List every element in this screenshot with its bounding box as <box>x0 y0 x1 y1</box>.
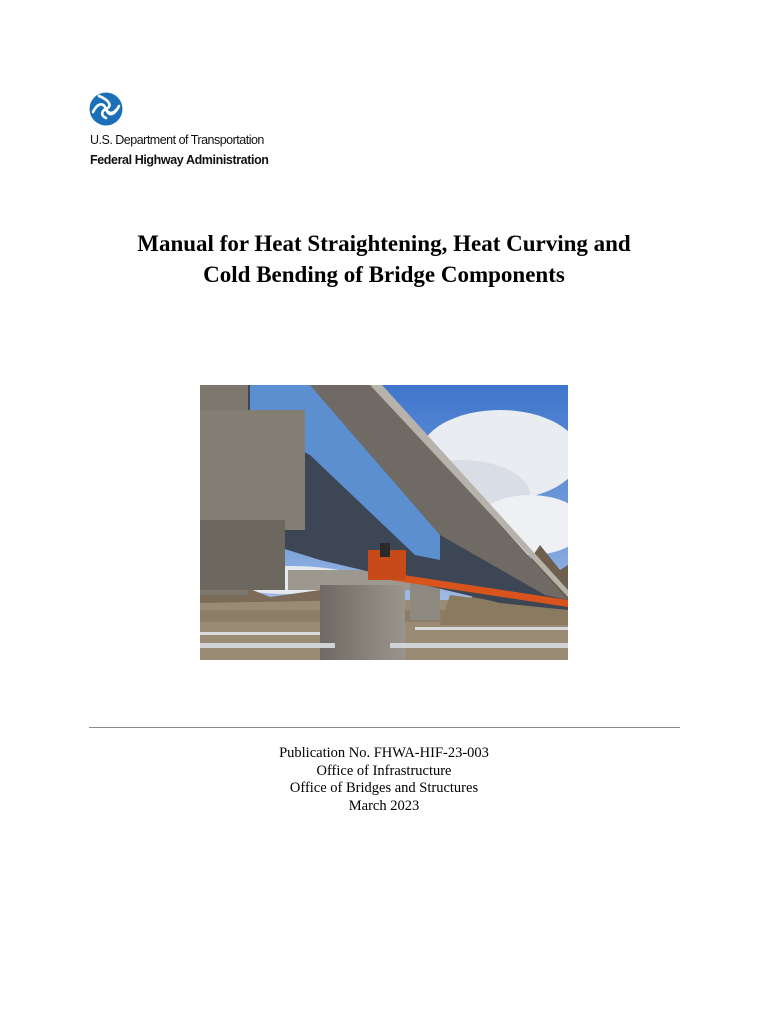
publication-info <box>0 745 768 815</box>
office-name: Office of Infrastructure <box>316 762 452 779</box>
division-name: Office of Bridges and Structures <box>289 780 479 796</box>
usdot-logo-icon <box>89 92 123 126</box>
cover-photo <box>200 385 568 660</box>
title-line-2: Cold Bending of Bridge Components <box>203 262 565 287</box>
administration-name: Federal Highway Administration <box>90 153 269 167</box>
horizontal-divider <box>89 727 680 728</box>
publication-date: March 2023 <box>348 797 420 814</box>
department-name: U.S. Department of Transportation <box>90 133 264 147</box>
bridge-photo-icon <box>200 385 568 660</box>
title-line-1: Manual for Heat Straightening, Heat Curving and <box>137 231 631 256</box>
document-title <box>0 228 768 290</box>
publication-number: Publication No. FHWA-HIF-23-003 <box>279 745 489 761</box>
